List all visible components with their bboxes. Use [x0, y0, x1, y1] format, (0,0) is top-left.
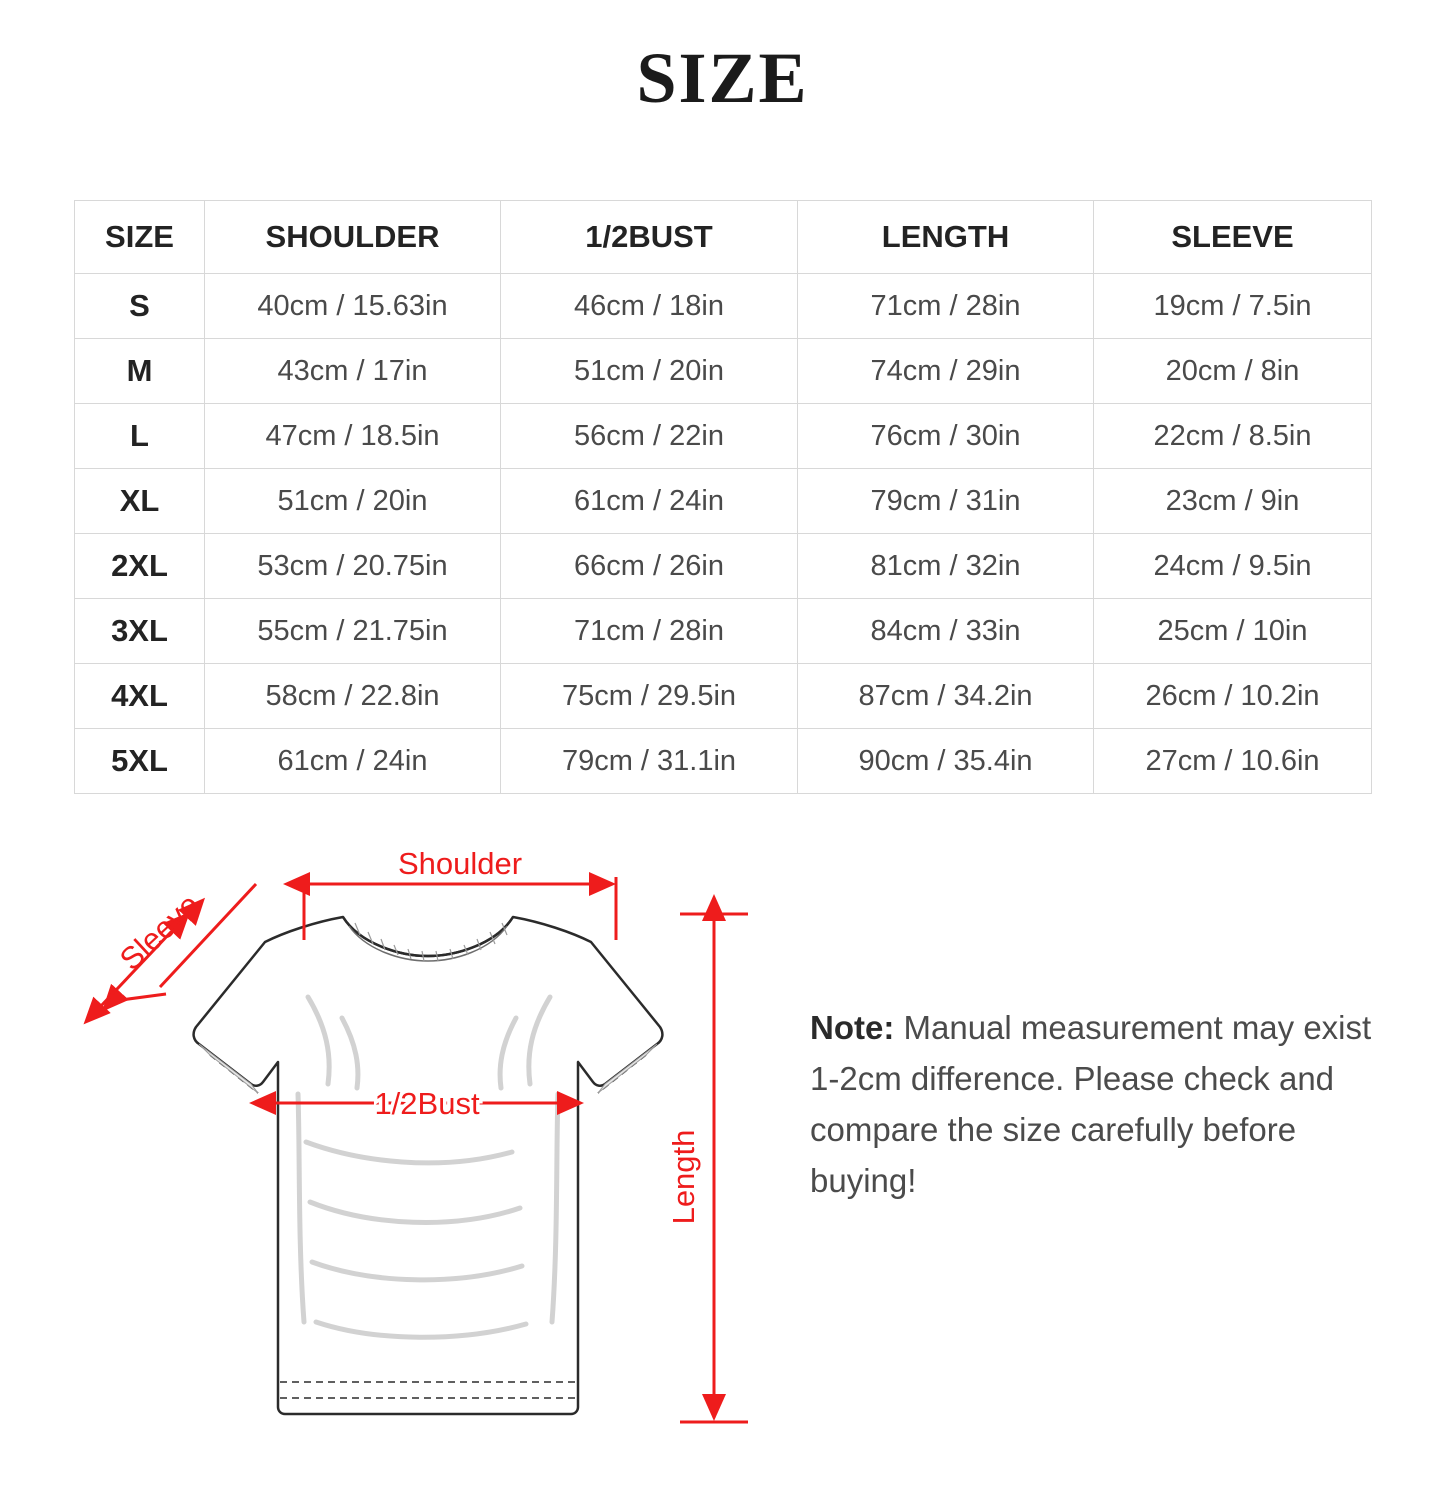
- table-row: [75, 469, 1372, 534]
- table-body: [75, 274, 1372, 794]
- cell-sleeve: 20cm / 8in: [1094, 339, 1372, 404]
- table-header-row: [75, 201, 1372, 274]
- table-row: [75, 339, 1372, 404]
- cell-shoulder: 47cm / 18.5in: [205, 404, 501, 469]
- column-header-shoulder: SHOULDER: [205, 201, 501, 274]
- cell-size: L: [75, 404, 205, 469]
- size-chart-table-container: [74, 200, 1371, 794]
- cell-size: S: [75, 274, 205, 339]
- column-header-sleeve: SLEEVE: [1094, 201, 1372, 274]
- cell-bust: 56cm / 22in: [501, 404, 798, 469]
- cell-shoulder: 58cm / 22.8in: [205, 664, 501, 729]
- cell-size: 2XL: [75, 534, 205, 599]
- size-chart-table: [74, 200, 1372, 794]
- column-header-bust: 1/2BUST: [501, 201, 798, 274]
- table-row: [75, 664, 1372, 729]
- cell-length: 87cm / 34.2in: [798, 664, 1094, 729]
- cell-length: 71cm / 28in: [798, 274, 1094, 339]
- cell-bust: 51cm / 20in: [501, 339, 798, 404]
- cell-length: 76cm / 30in: [798, 404, 1094, 469]
- cell-bust: 71cm / 28in: [501, 599, 798, 664]
- sleeve-label: Sleeve: [112, 886, 207, 978]
- note-block: [810, 1002, 1400, 1207]
- tshirt-measurement-diagram: [60, 822, 780, 1462]
- note-label: Note:: [810, 1009, 895, 1046]
- cell-size: M: [75, 339, 205, 404]
- table-row: [75, 274, 1372, 339]
- cell-sleeve: 23cm / 9in: [1094, 469, 1372, 534]
- cell-shoulder: 55cm / 21.75in: [205, 599, 501, 664]
- column-header-length: LENGTH: [798, 201, 1094, 274]
- cell-length: 74cm / 29in: [798, 339, 1094, 404]
- cell-sleeve: 24cm / 9.5in: [1094, 534, 1372, 599]
- cell-sleeve: 25cm / 10in: [1094, 599, 1372, 664]
- cell-length: 79cm / 31in: [798, 469, 1094, 534]
- shoulder-label: Shoulder: [397, 846, 523, 881]
- cell-size: XL: [75, 469, 205, 534]
- cell-sleeve: 27cm / 10.6in: [1094, 729, 1372, 794]
- length-label: Length: [666, 1129, 701, 1225]
- bust-label: 1/2Bust: [374, 1086, 480, 1121]
- cell-bust: 79cm / 31.1in: [501, 729, 798, 794]
- cell-bust: 61cm / 24in: [501, 469, 798, 534]
- table-row: [75, 729, 1372, 794]
- cell-sleeve: 19cm / 7.5in: [1094, 274, 1372, 339]
- cell-length: 81cm / 32in: [798, 534, 1094, 599]
- cell-size: 3XL: [75, 599, 205, 664]
- cell-shoulder: 61cm / 24in: [205, 729, 501, 794]
- cell-sleeve: 26cm / 10.2in: [1094, 664, 1372, 729]
- cell-bust: 66cm / 26in: [501, 534, 798, 599]
- table-row: [75, 534, 1372, 599]
- cell-size: 5XL: [75, 729, 205, 794]
- page-title: SIZE: [636, 38, 809, 118]
- cell-bust: 75cm / 29.5in: [501, 664, 798, 729]
- cell-length: 90cm / 35.4in: [798, 729, 1094, 794]
- cell-size: 4XL: [75, 664, 205, 729]
- cell-sleeve: 22cm / 8.5in: [1094, 404, 1372, 469]
- note-text: Manual measurement may exist 1-2cm difference. Please check and compare the size carefully before buying!: [810, 1009, 1372, 1200]
- cell-shoulder: 40cm / 15.63in: [205, 274, 501, 339]
- column-header-size: SIZE: [75, 201, 205, 274]
- cell-shoulder: 43cm / 17in: [205, 339, 501, 404]
- cell-bust: 46cm / 18in: [501, 274, 798, 339]
- cell-length: 84cm / 33in: [798, 599, 1094, 664]
- table-row: [75, 599, 1372, 664]
- cell-shoulder: 53cm / 20.75in: [205, 534, 501, 599]
- table-header: [75, 201, 1372, 274]
- table-row: [75, 404, 1372, 469]
- cell-shoulder: 51cm / 20in: [205, 469, 501, 534]
